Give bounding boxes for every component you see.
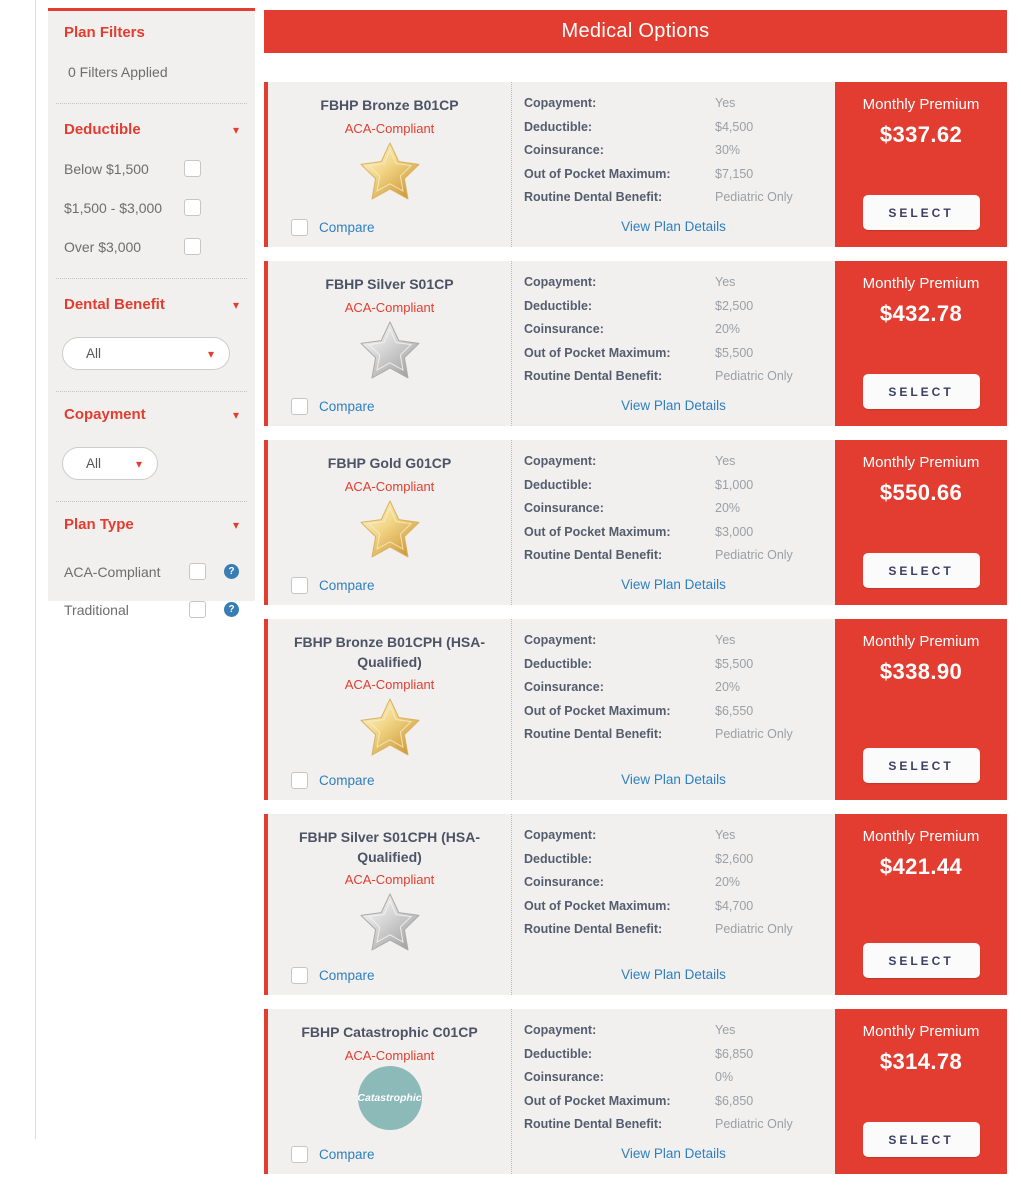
filter-option-below-1500[interactable] [64,160,239,177]
plan-name: FBHP Bronze B01CP [320,97,459,113]
filter-section-plan-type[interactable] [64,516,239,533]
plan-name: FBHP Gold G01CP [327,455,452,471]
medical-options-section [264,10,1007,1188]
detail-value: $5,500 [715,345,754,360]
plan-summary-panel [268,619,511,800]
detail-label: Copayment: [524,1023,597,1037]
detail-value: Yes [715,828,736,842]
premium-panel [835,1009,1007,1174]
detail-value: Pediatric Only [715,190,793,204]
compare-checkbox[interactable] [291,219,308,236]
plan-name: FBHP Bronze B01CPH (HSA-Qualified) [293,634,486,670]
filter-option-label: ACA-Compliant [64,563,161,580]
filter-option-traditional[interactable] [64,601,239,618]
select-button[interactable]: SELECT [863,553,980,588]
detail-value: $2,600 [715,851,754,866]
detail-value: $6,850 [715,1093,754,1108]
premium-amount: $338.90 [879,659,963,684]
detail-row-coinsurance [524,680,835,694]
compare-label: Compare [319,220,375,235]
detail-value: $4,500 [715,119,754,134]
premium-panel [835,261,1007,426]
detail-value: Yes [715,454,736,468]
plan-card [264,814,1007,995]
copayment-selected: All [86,456,102,471]
detail-row-coinsurance [524,875,835,889]
medical-options-header [264,10,1007,53]
detail-label: Copayment: [524,96,597,110]
detail-value: Yes [715,1023,736,1037]
plan-summary-panel [268,261,511,426]
plan-details-panel [511,1009,835,1174]
gold-star-icon [360,698,420,756]
detail-row-deductible [524,120,835,134]
plan-card [264,619,1007,800]
detail-row-dental-benefit [524,369,835,383]
plan-details-panel [511,619,835,800]
divider [56,103,247,104]
view-plan-details-link[interactable]: View Plan Details [621,772,726,787]
premium-label: Monthly Premium [862,1023,980,1040]
section-title-dental: Dental Benefit [64,296,165,313]
detail-label: Routine Dental Benefit: [524,548,663,562]
premium-label: Monthly Premium [862,828,980,845]
premium-panel [835,82,1007,247]
compliance-link[interactable]: ACA-Compliant [344,478,435,494]
compare-control[interactable] [268,398,375,415]
catastrophic-badge-label: Catastrophic [357,1091,422,1104]
detail-label: Out of Pocket Maximum: [524,524,671,539]
detail-value: $6,850 [715,1046,754,1061]
detail-row-coinsurance [524,1070,835,1084]
select-button[interactable]: SELECT [863,748,980,783]
filters-applied-count: 0 Filters Applied [68,64,168,80]
detail-value: $2,500 [715,298,754,313]
help-icon[interactable]: ? [224,564,239,579]
filter-option-label: Traditional [64,601,129,618]
section-title-copayment: Copayment [64,406,146,423]
detail-value: 20% [715,322,741,336]
plan-card [264,261,1007,426]
plan-name: FBHP Silver S01CPH (HSA-Qualified) [298,829,480,865]
compare-checkbox[interactable] [291,967,308,984]
view-plan-details-link[interactable]: View Plan Details [621,577,726,592]
compliance-link[interactable]: ACA-Compliant [344,299,435,315]
page-title: Medical Options [561,20,710,42]
detail-row-coinsurance [524,143,835,157]
detail-row-out-of-pocket [524,704,835,718]
detail-label: Deductible: [524,656,593,671]
premium-amount: $337.62 [879,122,963,147]
compliance-link[interactable]: ACA-Compliant [344,872,435,888]
filter-option-1500-3000[interactable] [64,199,239,216]
detail-label: Copayment: [524,454,597,468]
detail-value: $5,500 [715,656,754,671]
compare-label: Compare [319,1147,375,1162]
detail-value: $6,550 [715,703,754,718]
detail-row-out-of-pocket [524,525,835,539]
gold-star-icon [360,500,420,558]
compare-control[interactable] [268,967,375,984]
detail-row-out-of-pocket [524,167,835,181]
divider [56,391,247,392]
filter-section-deductible[interactable] [64,121,239,138]
premium-label: Monthly Premium [862,96,980,113]
compare-checkbox[interactable] [291,772,308,789]
premium-panel [835,440,1007,605]
chevron-down-icon: ▾ [232,122,239,137]
detail-value: Yes [715,275,736,289]
detail-row-dental-benefit [524,922,835,936]
checkbox-aca-compliant[interactable] [189,563,206,580]
detail-label: Coinsurance: [524,875,604,889]
detail-row-dental-benefit [524,1117,835,1131]
dental-benefit-selected: All [86,346,102,361]
detail-label: Deductible: [524,119,593,134]
chevron-down-icon: ▾ [135,456,142,471]
chevron-down-icon: ▾ [207,346,214,361]
detail-label: Routine Dental Benefit: [524,369,663,383]
detail-row-out-of-pocket [524,346,835,360]
checkbox-traditional[interactable] [189,601,206,618]
detail-value: Pediatric Only [715,1117,793,1131]
detail-label: Copayment: [524,275,597,289]
compare-checkbox[interactable] [291,1146,308,1163]
detail-value: $1,000 [715,477,754,492]
detail-label: Copayment: [524,828,597,842]
detail-label: Deductible: [524,851,593,866]
plan-summary-panel [268,814,511,995]
detail-label: Deductible: [524,298,593,313]
detail-row-out-of-pocket [524,1094,835,1108]
plan-summary-panel [268,82,511,247]
filter-section-copayment[interactable] [64,406,239,423]
plan-badge [360,318,420,382]
compare-label: Compare [319,399,375,414]
section-title-deductible: Deductible [64,121,141,138]
compare-checkbox[interactable] [291,398,308,415]
filter-option-label: $1,500 - $3,000 [64,199,163,216]
copayment-dropdown[interactable] [62,447,158,480]
detail-value: $7,150 [715,166,754,181]
detail-row-coinsurance [524,501,835,515]
filter-option-over-3000[interactable] [64,238,239,255]
detail-value: Pediatric Only [715,548,793,562]
detail-value: 30% [715,143,741,157]
help-icon[interactable]: ? [224,602,239,617]
detail-label: Out of Pocket Maximum: [524,1093,671,1108]
premium-label: Monthly Premium [862,633,980,650]
plan-name: FBHP Catastrophic C01CP [301,1024,478,1040]
detail-value: Pediatric Only [715,369,793,383]
select-button[interactable]: SELECT [863,374,980,409]
plan-details-panel [511,814,835,995]
gold-star-icon [360,142,420,200]
divider [56,501,247,502]
detail-value: Pediatric Only [715,727,793,741]
detail-label: Routine Dental Benefit: [524,190,663,204]
checkbox-below-1500[interactable] [184,160,201,177]
chevron-down-icon: ▾ [232,517,239,532]
detail-row-dental-benefit [524,727,835,741]
detail-label: Coinsurance: [524,680,604,694]
filters-title: Plan Filters [64,24,145,41]
detail-value: $3,000 [715,524,754,539]
compare-label: Compare [319,773,375,788]
section-title-plan-type: Plan Type [64,516,134,533]
compare-checkbox[interactable] [291,577,308,594]
detail-row-copayment [524,1023,835,1037]
compare-label: Compare [319,968,375,983]
view-plan-details-link[interactable]: View Plan Details [621,398,726,413]
plan-summary-panel [268,440,511,605]
detail-value: 0% [715,1070,734,1084]
chevron-down-icon: ▾ [232,407,239,422]
detail-row-deductible [524,852,835,866]
view-plan-details-link[interactable]: View Plan Details [621,1146,726,1161]
plan-details-panel [511,261,835,426]
detail-label: Coinsurance: [524,1070,604,1084]
detail-label: Out of Pocket Maximum: [524,898,671,913]
select-button[interactable]: SELECT [863,195,980,230]
plan-summary-panel [268,1009,511,1174]
divider [56,278,247,279]
detail-value: 20% [715,501,741,515]
filter-option-aca-compliant[interactable] [64,563,239,580]
detail-label: Routine Dental Benefit: [524,1117,663,1131]
detail-label: Copayment: [524,633,597,647]
premium-amount: $421.44 [879,854,963,879]
plan-card [264,1009,1007,1174]
plan-card [264,440,1007,605]
premium-amount: $432.78 [879,301,963,326]
plan-card [264,82,1007,247]
plan-badge [360,890,420,954]
detail-label: Out of Pocket Maximum: [524,345,671,360]
detail-row-copayment [524,633,835,647]
compare-control[interactable] [268,219,375,236]
view-plan-details-link[interactable]: View Plan Details [621,967,726,982]
detail-row-deductible [524,299,835,313]
plan-badge [360,695,420,759]
compare-label: Compare [319,578,375,593]
detail-row-copayment [524,828,835,842]
select-button[interactable]: SELECT [863,943,980,978]
filter-section-dental-benefit[interactable] [64,296,239,313]
silver-star-icon [360,893,420,951]
detail-label: Out of Pocket Maximum: [524,703,671,718]
detail-label: Deductible: [524,1046,593,1061]
premium-amount: $550.66 [879,480,963,505]
detail-row-out-of-pocket [524,899,835,913]
premium-panel [835,619,1007,800]
plan-filters-panel [48,8,255,618]
plan-badge [358,1066,422,1130]
detail-row-deductible [524,657,835,671]
detail-value: $4,700 [715,898,754,913]
filter-option-label: Over $3,000 [64,238,142,255]
page-left-divider [35,0,36,1139]
premium-label: Monthly Premium [862,275,980,292]
detail-value: 20% [715,680,741,694]
detail-label: Routine Dental Benefit: [524,922,663,936]
plan-name: FBHP Silver S01CP [325,276,454,292]
detail-label: Coinsurance: [524,501,604,515]
detail-row-coinsurance [524,322,835,336]
plan-details-panel [511,82,835,247]
plan-list [264,82,1007,1174]
plan-badge [360,497,420,561]
premium-panel [835,814,1007,995]
detail-value: Yes [715,633,736,647]
compare-control[interactable] [268,1146,375,1163]
detail-row-copayment [524,96,835,110]
premium-amount: $314.78 [879,1049,963,1074]
detail-label: Out of Pocket Maximum: [524,166,671,181]
compliance-link[interactable]: ACA-Compliant [344,1047,435,1063]
chevron-down-icon: ▾ [232,297,239,312]
silver-star-icon [360,321,420,379]
checkbox-over-3000[interactable] [184,238,201,255]
detail-label: Deductible: [524,477,593,492]
compliance-link[interactable]: ACA-Compliant [344,120,435,136]
detail-row-deductible [524,478,835,492]
catastrophic-badge [358,1066,422,1130]
compare-control[interactable] [268,577,375,594]
detail-row-copayment [524,454,835,468]
select-button[interactable]: SELECT [863,1122,980,1157]
detail-value: Pediatric Only [715,922,793,936]
detail-label: Coinsurance: [524,322,604,336]
checkbox-1500-3000[interactable] [184,199,201,216]
detail-label: Routine Dental Benefit: [524,727,663,741]
plan-badge [360,139,420,203]
compare-control[interactable] [268,772,375,789]
plan-details-panel [511,440,835,605]
premium-label: Monthly Premium [862,454,980,471]
detail-value: Yes [715,96,736,110]
detail-row-dental-benefit [524,190,835,204]
filter-option-label: Below $1,500 [64,160,149,177]
dental-benefit-dropdown[interactable] [62,337,230,370]
detail-row-dental-benefit [524,548,835,562]
compliance-link[interactable]: ACA-Compliant [344,677,435,693]
view-plan-details-link[interactable]: View Plan Details [621,219,726,234]
detail-row-deductible [524,1047,835,1061]
detail-row-copayment [524,275,835,289]
detail-value: 20% [715,875,741,889]
detail-label: Coinsurance: [524,143,604,157]
